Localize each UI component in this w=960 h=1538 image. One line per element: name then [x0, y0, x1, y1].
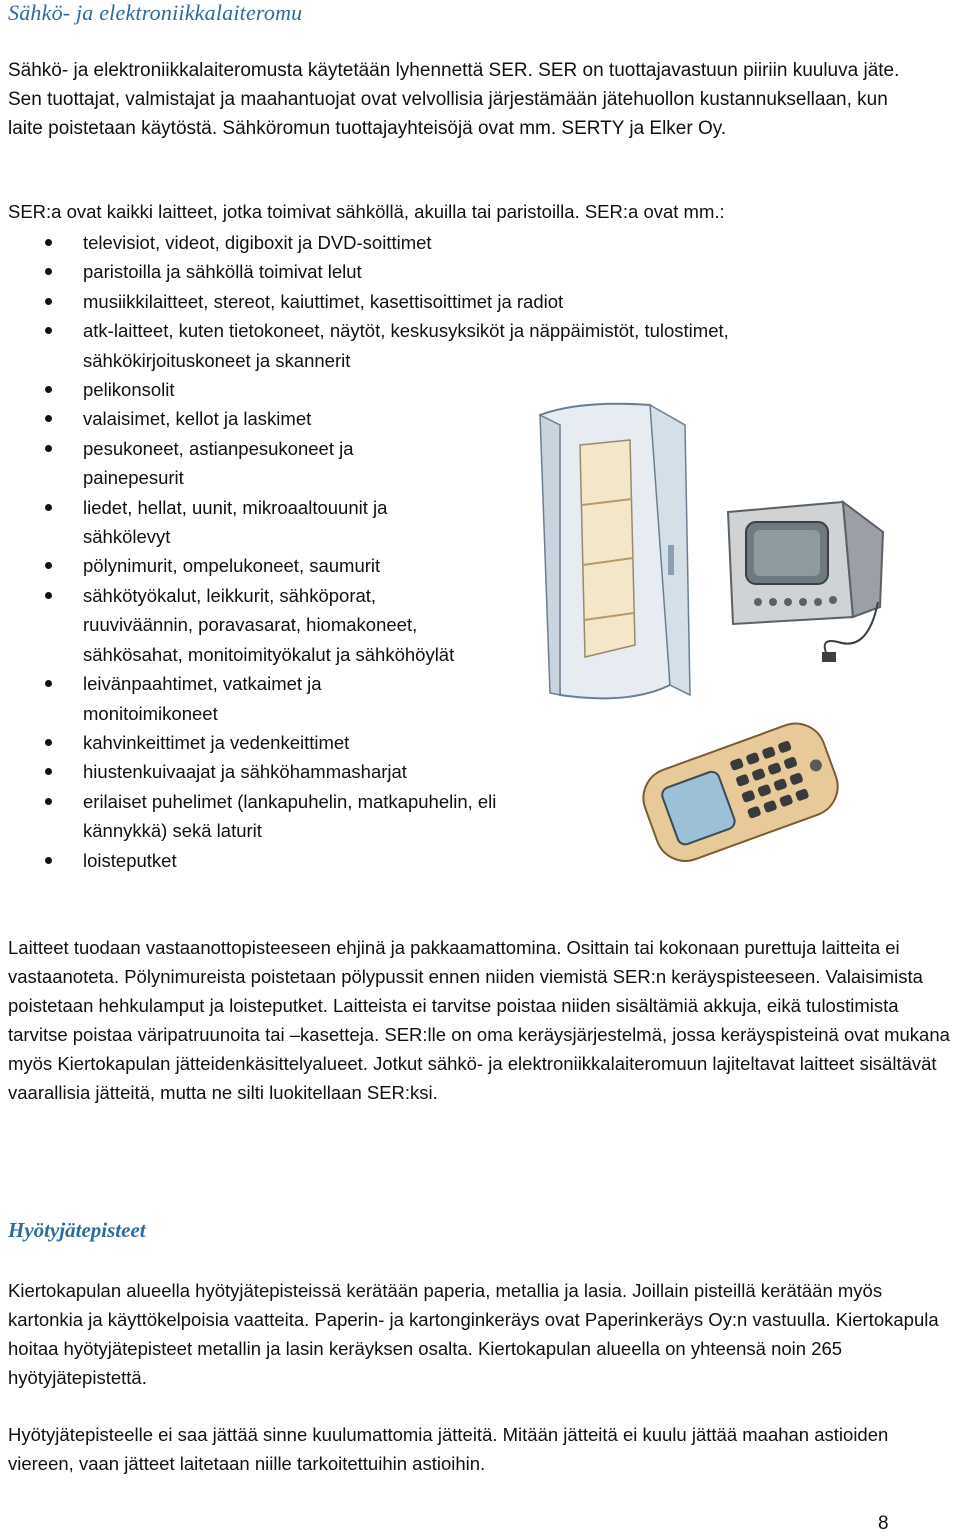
list-item: musiikkilaitteet, stereot, kaiuttimet, kasettisoittimet ja radiot: [0, 287, 600, 316]
section-heading-points: Hyötyjätepisteet: [8, 1218, 146, 1242]
list-item: pesukoneet, astianpesukoneet ja painepesurit: [0, 434, 423, 493]
list-item: pölynimurit, ompelukoneet, saumurit: [0, 551, 600, 580]
list-item: sähkötyökalut, leikkurit, sähköporat, ruuviväännin, poravasarat, hiomakoneet, sähkösahat, monitoimityökalut ja sähköhöylät: [0, 581, 463, 669]
section-heading-ser: Sähkö- ja elektroniikkalaiteromu: [8, 0, 303, 25]
list-item: leivänpaahtimet, vatkaimet ja monitoimikoneet: [0, 669, 393, 728]
list-item: erilaiset puhelimet (lankapuhelin, matkapuhelin, eli kännykkä) sekä laturit: [0, 787, 583, 846]
list-item: hiustenkuivaajat ja sähköhammasharjat: [0, 757, 600, 786]
list-item: televisiot, videot, digiboxit ja DVD-soittimet: [0, 228, 600, 257]
intro-paragraph: Sähkö- ja elektroniikkalaiteromusta käytetään lyhennettä SER. SER on tuottajavastuun piiriin kuuluva jäte. Sen tuottajat, valmistajat ja maahantuojat ovat velvollisia järjestämään jätehuollon kustannuksellaan, kun laite poistetaan käytöstä. Sähköromun tuottajayhteisöjä ovat mm. SERTY ja Elker Oy.: [8, 60, 900, 139]
list-item: kahvinkeittimet ja vedenkeittimet: [0, 728, 600, 757]
list-item: paristoilla ja sähköllä toimivat lelut: [0, 257, 600, 286]
recycling-points-paragraph-1: Kiertokapulan alueella hyötyjätepisteissä kerätään paperia, metallia ja lasia. Joillain pisteillä kerätään myös kartonkia ja käyttökelpoisia vaatteita. Paperin- ja kartonginkeräys ovat Paperinkeräys Oy:n vastuulla. Kiertokapula hoitaa hyötyjätepisteet metallin ja lasin keräyksen osalta. Kiertokapulan alueella on yhteensä noin 265 hyötyjätepistettä.: [8, 1280, 939, 1388]
ser-item-list: [0, 228, 729, 875]
delivery-paragraph: Laitteet tuodaan vastaanottopisteeseen ehjinä ja pakkaamattomina. Osittain tai kokonaan purettuja laitteita ei vastaanoteta. Pölynimureista poistetaan pölypussit ennen niiden viemistä SER:n keräyspisteeseen. Valaisimista poistetaan hehkulamput ja loisteputket. Laitteista ei tarvitse poistaa niiden sisältämiä akkuja, eikä tulostimista tarvitse poistaa väripatruunoita tai –kasetteja. SER:lle on oma keräysjärjestelmä, jossa keräyspisteinä ovat mukana myös Kiertokapulan jätteidenkäsittelyalueet. Jotkut sähkö- ja elektroniikkalaiteromuun lajiteltavat laitteet sisältävät vaarallisia jätteitä, mutta ne silti luokitellaan SER:ksi.: [8, 937, 950, 1103]
page-number: 8: [878, 1513, 889, 1534]
recycling-points-paragraph-2: Hyötyjätepisteelle ei saa jättää sinne kuulumattomia jätteitä. Mitään jätteitä ei kuulu jättää maahan astioiden viereen, vaan jätteet laitetaan niille tarkoitettuihin astioihin.: [8, 1424, 889, 1474]
list-item: atk-laitteet, kuten tietokoneet, näytöt, keskusyksiköt ja näppäimistöt, tulostimet, sähkökirjoituskoneet ja skannerit: [0, 316, 883, 375]
fridge-illustration: [520, 395, 700, 720]
list-item: loisteputket: [0, 846, 600, 875]
list-item: liedet, hellat, uunit, mikroaaltouunit ja sähkölevyt: [0, 493, 473, 552]
mobile-phone-illustration: [630, 705, 855, 905]
list-item: valaisimet, kellot ja laskimet: [0, 404, 600, 433]
tv-illustration: [718, 492, 893, 672]
ser-intro-paragraph: SER:a ovat kaikki laitteet, jotka toimivat sähköllä, akuilla tai paristoilla. SER:a ovat mm.:: [8, 201, 725, 222]
list-item: pelikonsolit: [0, 375, 600, 404]
